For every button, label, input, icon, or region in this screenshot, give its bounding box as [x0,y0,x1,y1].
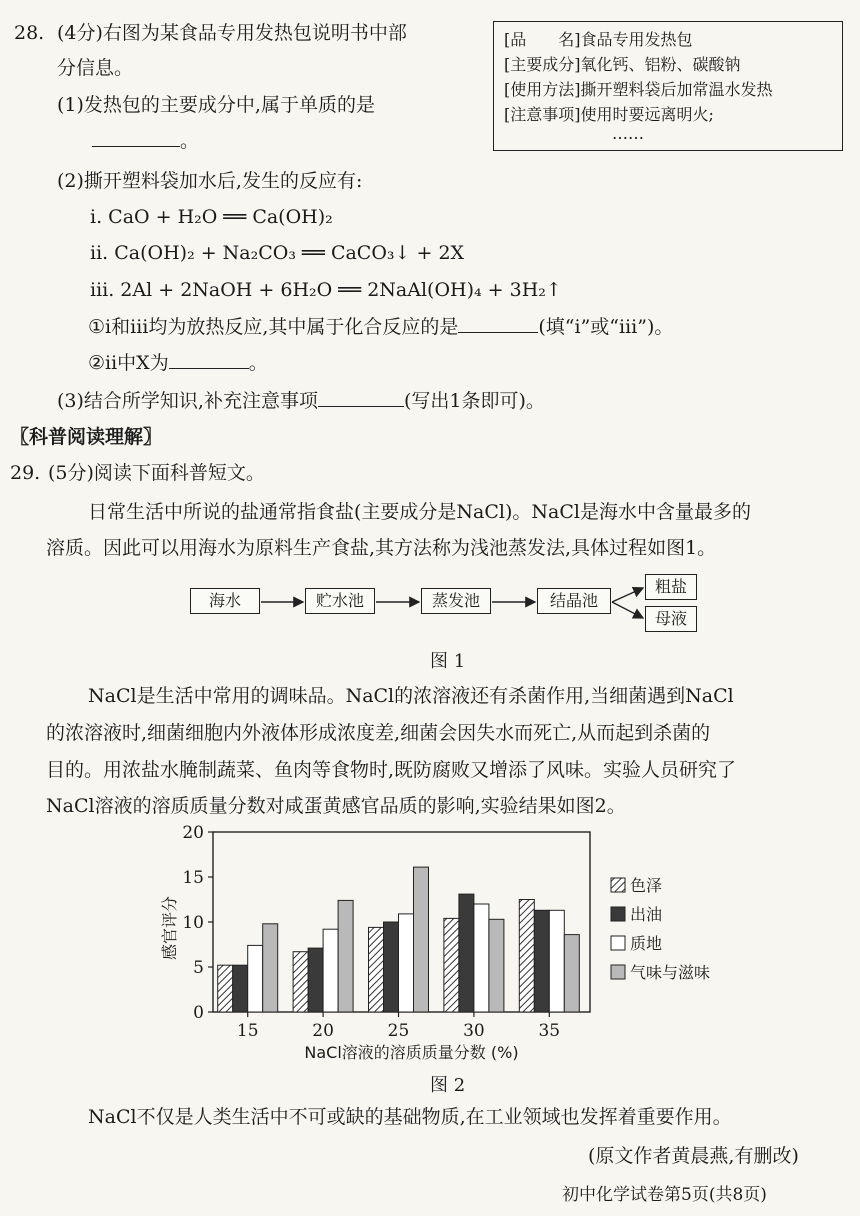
q28-sub1: ①ⅰ和ⅲ均为放热反应,其中属于化合反应的是 (填“ⅰ”或“ⅲ”)。 [88,316,674,338]
legend-swatch-3 [611,936,625,950]
reaction-i: ⅰ. CaO + H₂O ══ Ca(OH)₂ [90,206,333,228]
bar-3-20 [323,929,338,1012]
bar-2-35 [534,910,549,1012]
answer-blank[interactable] [318,388,404,407]
info-row-caution: [注意事项]使用时要远离明火; [504,105,714,124]
answer-blank[interactable] [169,350,249,369]
info-row-name: [品 名]食品专用发热包 [504,30,693,49]
section-heading: 〖科普阅读理解〗 [10,426,163,448]
flow-crude-salt: 粗盐 [645,574,697,600]
flow-mother-liquor: 母液 [645,606,697,632]
legend-label-4: 气味与滋味 [630,963,711,982]
q28-number: 28. [14,22,45,44]
q29-number: 29. [10,462,41,484]
bar-4-20 [338,900,353,1012]
legend-swatch-4 [611,965,625,979]
q29-para2-line1: NaCl是生活中常用的调味品。NaCl的浓溶液还有杀菌作用,当细菌遇到NaCl [88,685,734,707]
q29-para2-line2: 的浓溶液时,细菌细胞内外液体形成浓度差,细菌会因失水而死亡,从而起到杀菌的 [46,722,711,744]
x-tick-label: 20 [312,1021,334,1041]
info-row-usage: [使用方法]撕开塑料袋后加常温水发热 [504,80,773,99]
bar-2-30 [459,894,474,1012]
y-tick-label: 0 [193,1003,204,1023]
x-axis-label: NaCl溶液的溶质质量分数 (%) [304,1043,519,1062]
bar-1-30 [444,918,459,1012]
figure-2-chart [0,820,860,1065]
product-info-box [493,21,843,151]
q29-source: (原文作者黄晨燕,有删改) [588,1145,799,1167]
flow-seawater: 海水 [190,588,260,614]
info-row-ingredients: [主要成分]氧化钙、铝粉、碳酸钠 [504,55,741,74]
y-tick-label: 15 [182,868,204,888]
bar-1-25 [369,927,384,1012]
x-tick-label: 30 [463,1021,485,1041]
y-tick-label: 5 [193,958,204,978]
flow-crystallization-pond: 结晶池 [537,588,611,614]
q28-intro-line2: 分信息。 [57,57,134,79]
legend-swatch-1 [611,878,625,892]
q29-para1-line1: 日常生活中所说的盐通常指食盐(主要成分是NaCl)。NaCl是海水中含量最多的 [88,501,751,523]
y-axis-label: 感官评分 [160,895,179,961]
bar-4-25 [414,867,429,1012]
x-tick-label: 35 [538,1021,561,1041]
info-ellipsis: …… [612,124,644,143]
bar-1-20 [293,952,308,1012]
bar-1-35 [519,900,534,1013]
q28-part3: (3)结合所学知识,补充注意事项 (写出1条即可)。 [57,390,545,412]
y-tick-label: 10 [182,913,204,933]
bar-2-15 [233,965,248,1012]
q29-para1-line2: 溶质。因此可以用海水为原料生产食盐,其方法称为浅池蒸发法,具体过程如图1。 [46,537,717,559]
bar-3-25 [399,914,414,1012]
answer-blank[interactable] [458,314,538,333]
y-tick-label: 20 [182,823,204,843]
q28-part1-end: 。 [180,130,200,152]
bar-3-35 [549,910,564,1012]
q29-para3: NaCl不仅是人类生活中不可或缺的基础物质,在工业领域也发挥着重要作用。 [88,1106,732,1128]
legend-swatch-2 [611,907,625,921]
bar-1-15 [218,965,233,1012]
bar-4-30 [489,919,504,1012]
bar-4-35 [564,935,579,1012]
q28-part1-answer[interactable] [92,128,199,154]
reaction-iii: ⅲ. 2Al + 2NaOH + 6H₂O ══ 2NaAl(OH)₄ + 3H₂↑ [90,279,562,301]
flow-reservoir: 贮水池 [305,588,375,614]
bar-4-15 [263,924,278,1012]
bar-2-25 [384,922,399,1012]
q28-intro-line1: (4分)右图为某食品专用发热包说明书中部 [57,22,407,44]
q29-para2-line4: NaCl溶液的溶质质量分数对咸蛋黄感官品质的影响,实验结果如图2。 [46,795,626,817]
q29-intro: (5分)阅读下面科普短文。 [48,462,265,484]
page-footer: 初中化学试卷第5页(共8页) [562,1185,767,1205]
x-tick-label: 15 [236,1021,259,1041]
bar-3-15 [248,945,263,1012]
bar-2-20 [308,948,323,1012]
flow-evaporation-pond: 蒸发池 [421,588,491,614]
q28-part1: (1)发热包的主要成分中,属于单质的是 [57,94,375,116]
q29-para2-line3: 目的。用浓盐水腌制蔬菜、鱼肉等食物时,既防腐败又增添了风味。实验人员研究了 [46,759,737,781]
legend-label-3: 质地 [630,934,663,953]
x-tick-label: 25 [387,1021,410,1041]
answer-blank[interactable] [92,128,180,147]
legend-label-1: 色泽 [630,876,663,895]
flow-arrows [0,560,860,640]
figure-2-caption: 图 2 [430,1075,466,1096]
legend-label-2: 出油 [630,905,663,924]
q28-part2: (2)撕开塑料袋加水后,发生的反应有: [57,170,363,192]
reaction-ii: ⅱ. Ca(OH)₂ + Na₂CO₃ ══ CaCO₃↓ + 2X [90,242,465,264]
q28-sub2: ②ⅱ中X为 。 [88,352,268,374]
figure-1-caption: 图 1 [430,651,466,672]
bar-3-30 [474,904,489,1012]
